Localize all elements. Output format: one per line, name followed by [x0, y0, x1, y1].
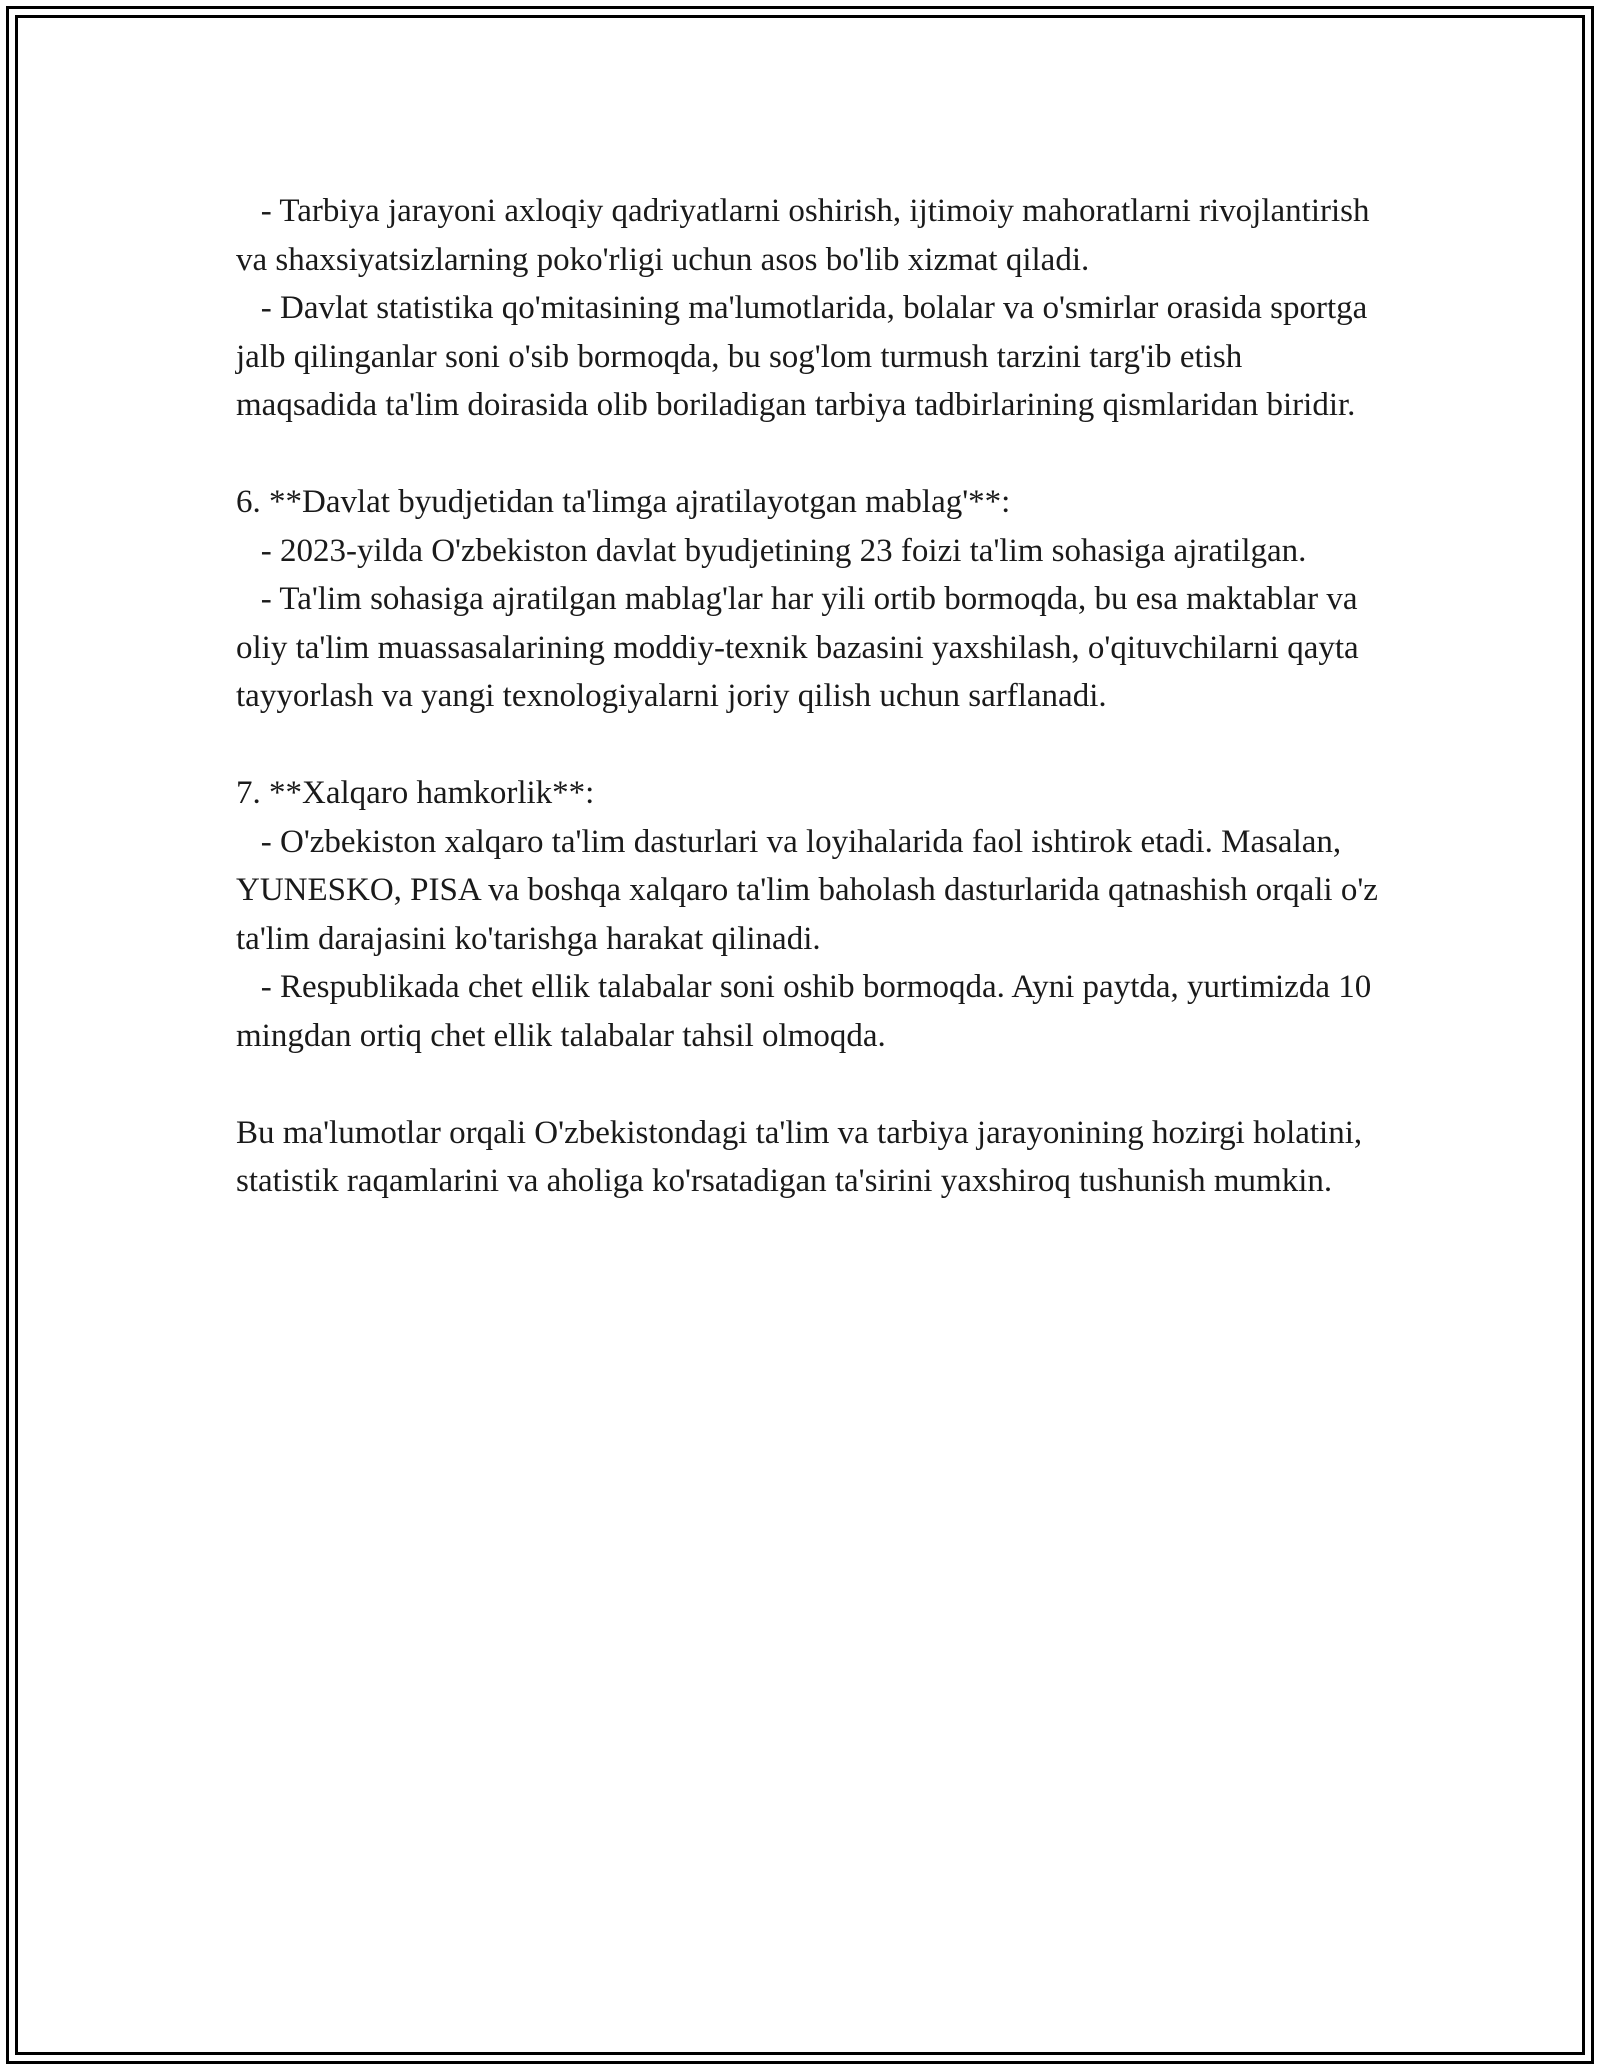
section-7-heading: 7. **Xalqaro hamkorlik**: [236, 775, 595, 811]
paragraph-gap [236, 1060, 1386, 1109]
paragraph-gap [236, 430, 1386, 479]
paragraph-tarbiya: - Tarbiya jarayoni axloqiy qadriyatlarni oshirish, ijtimoiy mahoratlarni rivojlantirish va shaxsiyatsizlarning poko'rligi uchun asos bo'lib xizmat qiladi. [236, 193, 1378, 278]
section-6-item-funding: - Ta'lim sohasiga ajratilgan mablag'lar har yili ortib bormoqda, bu esa maktablar va oliy ta'lim muassasalarining moddiy-texnik bazasini yaxshilash, o'qituvchilarni qayta tayyorlash va yangi texnologiyalarni joriy qilish uchun sarflanadi. [236, 581, 1367, 714]
conclusion-paragraph: Bu ma'lumotlar orqali O'zbekistondagi ta'lim va tarbiya jarayonining hozirgi holatini, statistik raqamlarini va aholiga ko'rsatadigan ta'sirini yaxshiroq tushunish mumkin. [236, 1114, 1371, 1199]
section-7-item-students: - Respublikada chet ellik talabalar soni oshib bormoqda. Ayni paytda, yurtimizda 10 mingdan ortiq chet ellik talabalar tahsil olmoqda. [236, 969, 1380, 1054]
paragraph-statistika: - Davlat statistika qo'mitasining ma'lumotlarida, bolalar va o'smirlar orasida sportga jalb qilinganlar soni o'sib bormoqda, bu sog'lom turmush tarzini targ'ib etish maqsadida ta'lim doirasida olib boriladigan tarbiya tadbirlarining qismlaridan biridir. [236, 290, 1376, 423]
section-6-heading: 6. **Davlat byudjetidan ta'limga ajratilayotgan mablag'**: [236, 484, 1011, 520]
section-7-item-programs: - O'zbekiston xalqaro ta'lim dasturlari va loyihalarida faol ishtirok etadi. Masalan, YUNESKO, PISA va boshqa xalqaro ta'lim baholash dasturlarida qatnashish orqali o'z ta'lim darajasini ko'tarishga harakat qilinadi. [236, 823, 1387, 957]
document-body [236, 187, 1386, 1206]
paragraph-gap [236, 721, 1386, 770]
section-6-item-budget: - 2023-yilda O'zbekiston davlat byudjetining 23 foizi ta'lim sohasiga ajratilgan. [236, 532, 1307, 569]
